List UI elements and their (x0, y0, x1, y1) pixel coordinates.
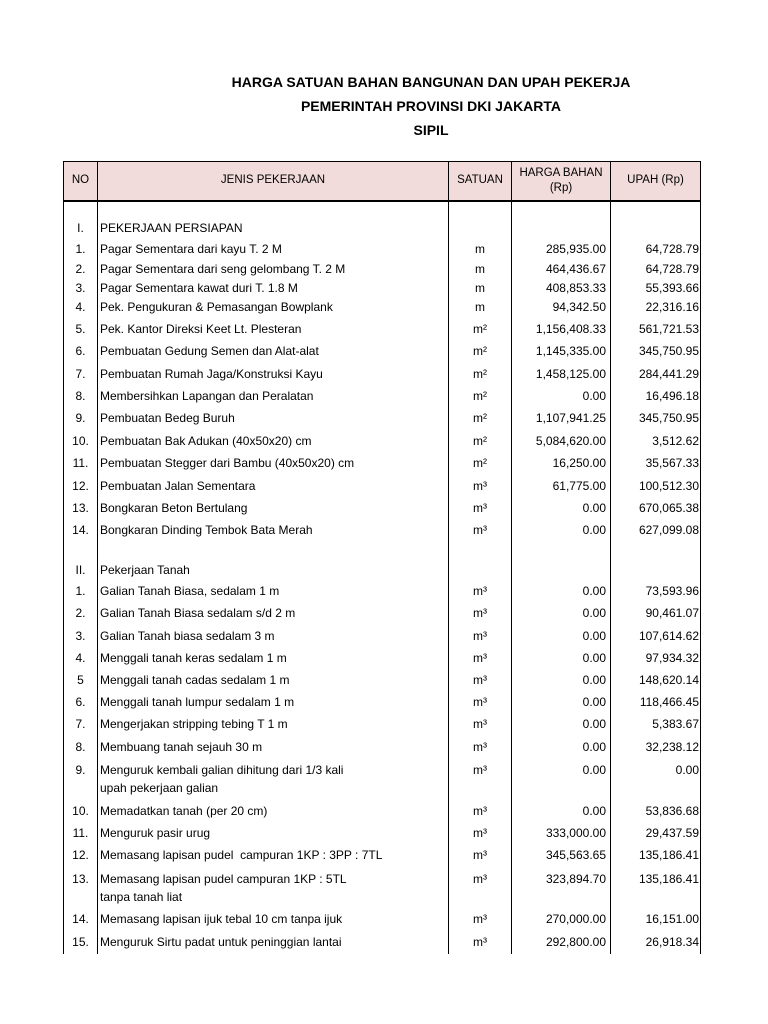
item-description: Menggali tanah cadas sedalam 1 m (98, 669, 449, 691)
item-number: 3. (64, 625, 98, 647)
item-labor-wage: 97,934.32 (611, 647, 701, 669)
item-number: 13. (64, 497, 98, 519)
item-description: Menguruk kembali galian dihitung dari 1/3 kali upah pekerjaan galian (98, 758, 449, 800)
item-description: Menggali tanah lumpur sedalam 1 m (98, 691, 449, 713)
item-description: Galian Tanah Biasa, sedalam 1 m (98, 581, 449, 602)
table-header (64, 162, 701, 201)
item-labor-wage: 73,593.96 (611, 581, 701, 602)
item-number: 7. (64, 713, 98, 736)
item-labor-wage: 5,383.67 (611, 713, 701, 736)
item-description: Menggali tanah keras sedalam 1 m (98, 647, 449, 669)
item-description: Pembuatan Jalan Sementara (98, 475, 449, 497)
item-unit: m³ (449, 844, 512, 866)
table-body (64, 201, 701, 954)
item-description: Pek. Pengukuran & Pemasangan Bowplank (98, 297, 449, 318)
item-number: 4. (64, 647, 98, 669)
item-description: Memasang lapisan pudel campuran 1KP : 5TL tanpa tanah liat (98, 866, 449, 908)
section-number: I. (64, 217, 98, 239)
item-material-price: 323,894.70 (512, 866, 611, 908)
section-title: Pekerjaan Tanah (98, 559, 449, 581)
item-description: Pembuatan Stegger dari Bambu (40x50x20) cm (98, 452, 449, 475)
item-material-price: 16,250.00 (512, 452, 611, 475)
item-labor-wage: 135,186.41 (611, 866, 701, 908)
header-jenis-pekerjaan: JENIS PEKERJAAN (98, 162, 449, 201)
header-satuan: SATUAN (449, 162, 512, 201)
item-description: Pagar Sementara kawat duri T. 1.8 M (98, 279, 449, 297)
item-labor-wage: 16,496.18 (611, 385, 701, 407)
empty-cell (512, 559, 611, 581)
item-unit: m³ (449, 758, 512, 800)
table-row (64, 239, 701, 259)
header-harga-bahan: HARGA BAHAN (Rp) (512, 162, 611, 201)
item-material-price: 0.00 (512, 581, 611, 602)
item-labor-wage: 3,512.62 (611, 430, 701, 452)
item-material-price: 333,000.00 (512, 822, 611, 844)
item-number: 12. (64, 844, 98, 866)
table-row (64, 822, 701, 844)
item-number: 7. (64, 363, 98, 385)
item-number: 1. (64, 239, 98, 259)
item-description: Menguruk Sirtu padat untuk peninggian lantai (98, 930, 449, 954)
item-description: Pembuatan Bak Adukan (40x50x20) cm (98, 430, 449, 452)
header-no: NO (64, 162, 98, 201)
item-material-price: 0.00 (512, 758, 611, 800)
item-labor-wage: 55,393.66 (611, 279, 701, 297)
item-number: 12. (64, 475, 98, 497)
item-material-price: 0.00 (512, 647, 611, 669)
item-material-price: 345,563.65 (512, 844, 611, 866)
item-unit: m³ (449, 691, 512, 713)
item-labor-wage: 22,316.16 (611, 297, 701, 318)
empty-cell (449, 541, 512, 559)
item-unit: m³ (449, 497, 512, 519)
item-material-price: 1,145,335.00 (512, 340, 611, 363)
item-number: 14. (64, 519, 98, 541)
table-row (64, 581, 701, 602)
item-labor-wage: 148,620.14 (611, 669, 701, 691)
item-unit: m³ (449, 602, 512, 625)
table-row (64, 758, 701, 800)
item-description: Pagar Sementara dari seng gelombang T. 2 M (98, 259, 449, 279)
item-description: Pagar Sementara dari kayu T. 2 M (98, 239, 449, 259)
section-number: II. (64, 559, 98, 581)
table-row (64, 363, 701, 385)
item-number: 1. (64, 581, 98, 602)
item-number: 5. (64, 318, 98, 340)
item-material-price: 1,458,125.00 (512, 363, 611, 385)
header-upah: UPAH (Rp) (611, 162, 701, 201)
table-row (64, 318, 701, 340)
item-description: Galian Tanah biasa sedalam 3 m (98, 625, 449, 647)
item-labor-wage: 561,721.53 (611, 318, 701, 340)
table-row (64, 625, 701, 647)
item-labor-wage: 16,151.00 (611, 908, 701, 930)
item-labor-wage: 100,512.30 (611, 475, 701, 497)
item-material-price: 0.00 (512, 385, 611, 407)
item-unit: m³ (449, 581, 512, 602)
item-unit: m (449, 279, 512, 297)
item-unit: m³ (449, 625, 512, 647)
item-material-price: 285,935.00 (512, 239, 611, 259)
item-material-price: 0.00 (512, 669, 611, 691)
item-labor-wage: 107,614.62 (611, 625, 701, 647)
item-labor-wage: 345,750.95 (611, 340, 701, 363)
item-unit: m² (449, 407, 512, 430)
item-unit: m² (449, 452, 512, 475)
item-number: 11. (64, 452, 98, 475)
item-description: Membersihkan Lapangan dan Peralatan (98, 385, 449, 407)
item-material-price: 408,853.33 (512, 279, 611, 297)
item-labor-wage: 35,567.33 (611, 452, 701, 475)
empty-cell (512, 201, 611, 217)
item-material-price: 94,342.50 (512, 297, 611, 318)
table-row (64, 800, 701, 822)
item-labor-wage: 118,466.45 (611, 691, 701, 713)
item-material-price: 0.00 (512, 691, 611, 713)
item-unit: m (449, 259, 512, 279)
item-description: Menguruk pasir urug (98, 822, 449, 844)
item-number: 2. (64, 602, 98, 625)
item-number: 13. (64, 866, 98, 908)
item-description: Pek. Kantor Direksi Keet Lt. Plesteran (98, 318, 449, 340)
item-labor-wage: 284,441.29 (611, 363, 701, 385)
empty-cell (449, 201, 512, 217)
item-unit: m³ (449, 475, 512, 497)
table-row (64, 407, 701, 430)
spacer-row (64, 201, 701, 217)
section-header-row (64, 217, 701, 239)
item-number: 14. (64, 908, 98, 930)
item-description: Mengerjakan stripping tebing T 1 m (98, 713, 449, 736)
empty-cell (512, 541, 611, 559)
item-unit: m³ (449, 908, 512, 930)
item-material-price: 0.00 (512, 713, 611, 736)
item-description: Membuang tanah sejauh 30 m (98, 736, 449, 758)
table-row (64, 930, 701, 954)
empty-cell (64, 541, 98, 559)
table-row (64, 866, 701, 908)
spacer-row (64, 541, 701, 559)
item-material-price: 292,800.00 (512, 930, 611, 954)
table-row (64, 340, 701, 363)
item-material-price: 0.00 (512, 602, 611, 625)
item-unit: m³ (449, 736, 512, 758)
item-unit: m³ (449, 800, 512, 822)
item-unit: m² (449, 340, 512, 363)
item-material-price: 0.00 (512, 625, 611, 647)
item-unit: m (449, 297, 512, 318)
item-material-price: 270,000.00 (512, 908, 611, 930)
item-material-price: 0.00 (512, 497, 611, 519)
empty-cell (98, 541, 449, 559)
item-labor-wage: 0.00 (611, 758, 701, 800)
item-number: 8. (64, 385, 98, 407)
item-unit: m³ (449, 822, 512, 844)
table-row (64, 475, 701, 497)
item-unit: m² (449, 385, 512, 407)
header-row (64, 162, 701, 201)
empty-cell (611, 559, 701, 581)
item-unit: m³ (449, 669, 512, 691)
empty-cell (512, 217, 611, 239)
empty-cell (611, 217, 701, 239)
item-number: 10. (64, 430, 98, 452)
table-row (64, 430, 701, 452)
table-row (64, 497, 701, 519)
table-row (64, 519, 701, 541)
table-row (64, 736, 701, 758)
item-number: 11. (64, 822, 98, 844)
item-material-price: 0.00 (512, 800, 611, 822)
empty-cell (449, 559, 512, 581)
item-number: 3. (64, 279, 98, 297)
item-number: 6. (64, 691, 98, 713)
item-description: Memasang lapisan pudel campuran 1KP : 3PP : 7TL (98, 844, 449, 866)
item-unit: m³ (449, 647, 512, 669)
item-labor-wage: 26,918.34 (611, 930, 701, 954)
table-row (64, 713, 701, 736)
table-row (64, 908, 701, 930)
item-number: 9. (64, 407, 98, 430)
item-unit: m³ (449, 930, 512, 954)
table-row (64, 669, 701, 691)
table-row (64, 279, 701, 297)
item-description: Pembuatan Bedeg Buruh (98, 407, 449, 430)
item-unit: m³ (449, 519, 512, 541)
item-number: 9. (64, 758, 98, 800)
item-unit: m² (449, 363, 512, 385)
item-material-price: 0.00 (512, 736, 611, 758)
table-row (64, 844, 701, 866)
item-labor-wage: 64,728.79 (611, 259, 701, 279)
item-labor-wage: 345,750.95 (611, 407, 701, 430)
section-header-row (64, 559, 701, 581)
item-material-price: 61,775.00 (512, 475, 611, 497)
table-row (64, 691, 701, 713)
empty-cell (98, 201, 449, 217)
item-labor-wage: 135,186.41 (611, 844, 701, 866)
item-number: 5 (64, 669, 98, 691)
section-title: PEKERJAAN PERSIAPAN (98, 217, 449, 239)
item-description: Pembuatan Gedung Semen dan Alat-alat (98, 340, 449, 363)
item-unit: m (449, 239, 512, 259)
item-description: Memasang lapisan ijuk tebal 10 cm tanpa ijuk (98, 908, 449, 930)
item-number: 4. (64, 297, 98, 318)
table-row (64, 259, 701, 279)
item-material-price: 0.00 (512, 519, 611, 541)
item-labor-wage: 53,836.68 (611, 800, 701, 822)
item-unit: m² (449, 318, 512, 340)
item-description: Galian Tanah Biasa sedalam s/d 2 m (98, 602, 449, 625)
empty-cell (449, 217, 512, 239)
item-labor-wage: 90,461.07 (611, 602, 701, 625)
item-unit: m³ (449, 866, 512, 908)
document-title: HARGA SATUAN BAHAN BANGUNAN DAN UPAH PEKERJA (231, 74, 631, 90)
item-unit: m² (449, 430, 512, 452)
item-material-price: 1,107,941.25 (512, 407, 611, 430)
price-table (63, 161, 701, 954)
item-labor-wage: 32,238.12 (611, 736, 701, 758)
item-material-price: 5,084,620.00 (512, 430, 611, 452)
item-labor-wage: 29,437.59 (611, 822, 701, 844)
item-number: 8. (64, 736, 98, 758)
table-row (64, 647, 701, 669)
empty-cell (64, 201, 98, 217)
document-category: SIPIL (413, 122, 449, 138)
empty-cell (611, 541, 701, 559)
item-description: Pembuatan Rumah Jaga/Konstruksi Kayu (98, 363, 449, 385)
item-material-price: 464,436.67 (512, 259, 611, 279)
item-number: 15. (64, 930, 98, 954)
table-row (64, 297, 701, 318)
item-unit: m³ (449, 713, 512, 736)
item-number: 2. (64, 259, 98, 279)
document-subtitle: PEMERINTAH PROVINSI DKI JAKARTA (300, 98, 562, 114)
item-labor-wage: 670,065.38 (611, 497, 701, 519)
item-material-price: 1,156,408.33 (512, 318, 611, 340)
item-description: Memadatkan tanah (per 20 cm) (98, 800, 449, 822)
item-number: 6. (64, 340, 98, 363)
item-description: Bongkaran Dinding Tembok Bata Merah (98, 519, 449, 541)
item-description: Bongkaran Beton Bertulang (98, 497, 449, 519)
item-number: 10. (64, 800, 98, 822)
empty-cell (611, 201, 701, 217)
table-row (64, 602, 701, 625)
table-row (64, 385, 701, 407)
item-labor-wage: 64,728.79 (611, 239, 701, 259)
item-labor-wage: 627,099.08 (611, 519, 701, 541)
table-row (64, 452, 701, 475)
